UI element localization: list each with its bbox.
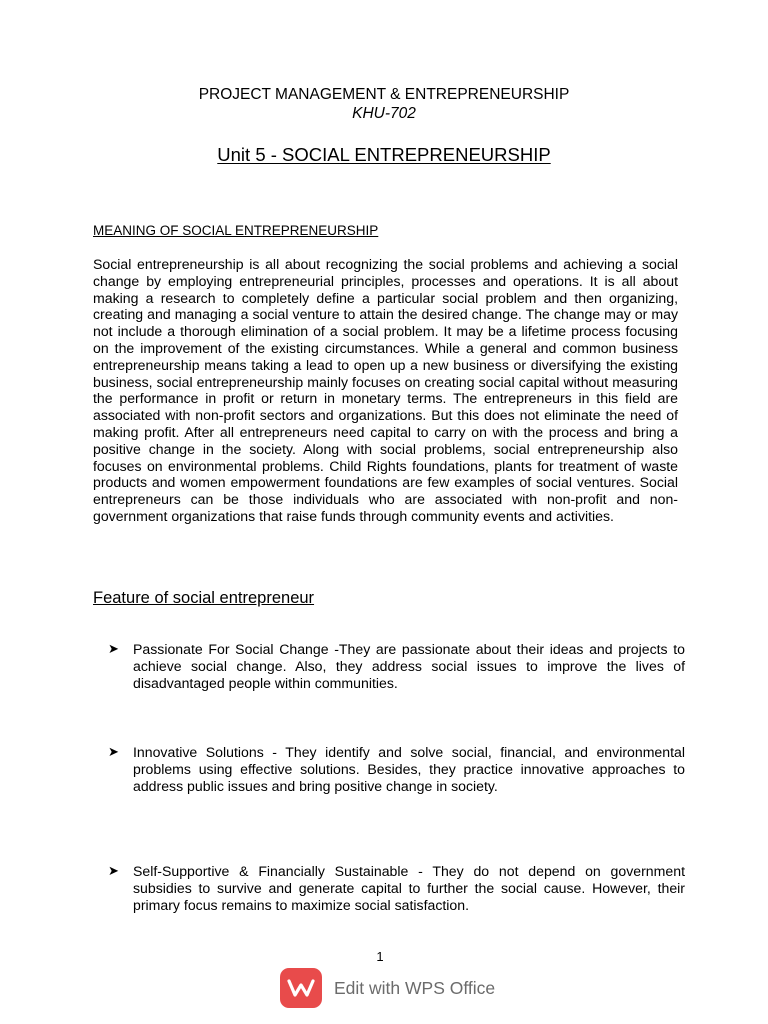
meaning-heading: MEANING OF SOCIAL ENTREPRENEURSHIP xyxy=(93,223,379,238)
wps-edit-banner[interactable] xyxy=(280,968,495,1008)
feature-bullet-body: - They identify and solve social, financial, and environmental problems using effective solutions. Besides, they practice innovative approaches to address public issues and bring positive change in society. xyxy=(133,744,685,794)
feature-bullet-lead: Innovative Solutions xyxy=(133,744,264,760)
wps-office-logo-icon[interactable] xyxy=(280,968,322,1008)
arrow-bullet-icon: ➤ xyxy=(108,744,119,759)
feature-bullet-text xyxy=(133,744,685,794)
feature-bullet-lead: Passionate For Social Change - xyxy=(133,641,339,657)
arrow-bullet-icon: ➤ xyxy=(108,641,119,656)
page-number: 1 xyxy=(376,949,384,964)
course-code: KHU-702 xyxy=(352,105,416,122)
course-title: PROJECT MANAGEMENT & ENTREPRENEURSHIP xyxy=(198,86,570,103)
feature-bullet-body: They do not depend on government subsidies to survive and generate capital to further the social cause. However, their primary focus remains to maximize social satisfaction. xyxy=(133,863,685,913)
wps-edit-link[interactable]: Edit with WPS Office xyxy=(334,977,496,998)
feature-bullet-text xyxy=(133,641,685,691)
feature-bullet-text xyxy=(133,863,685,913)
feature-bullet xyxy=(108,641,685,691)
feature-bullet-body: They are passionate about their ideas and projects to achieve social change. Also, they address social issues to improve the lives of disadvantaged people within communities. xyxy=(133,641,685,691)
feature-bullet-lead: Self-Supportive & Financially Sustainable - xyxy=(133,863,423,879)
features-heading: Feature of social entrepreneur xyxy=(93,589,315,607)
unit-title: Unit 5 - SOCIAL ENTREPRENEURSHIP xyxy=(217,144,551,165)
arrow-bullet-icon: ➤ xyxy=(108,863,119,878)
feature-bullet xyxy=(108,744,685,794)
feature-bullet xyxy=(108,863,685,913)
meaning-paragraph: Social entrepreneurship is all about recognizing the social problems and achieving a social change by employing entrepreneurial principles, processes and operations. It is all about making a research to completely define a particular social problem and then organizing, creating and managing a social venture to attain the desired change. The change may or may not include a thorough elimination of a social problem. It may be a lifetime process focusing on the improvement of the existing circumstances. While a general and common business entrepreneurship means taking a lead to open up a new business or diversifying the existing business, social entrepreneurship mainly focuses on creating social capital without measuring the performance in profit or return in monetary terms. The entrepreneurs in this field are associated with non-profit sectors and organizations. But this does not eliminate the need of making profit. After all entrepreneurs need capital to carry on with the process and bring a positive change in the society. Along with social problems, social entrepreneurship also focuses on environmental problems. Child Rights foundations, plants for treatment of waste products and women empowerment foundations are few examples of social ventures. Social entrepreneurs can be those individuals who are associated with non-profit and non-government organizations that raise funds through community events and activities. xyxy=(93,256,678,524)
